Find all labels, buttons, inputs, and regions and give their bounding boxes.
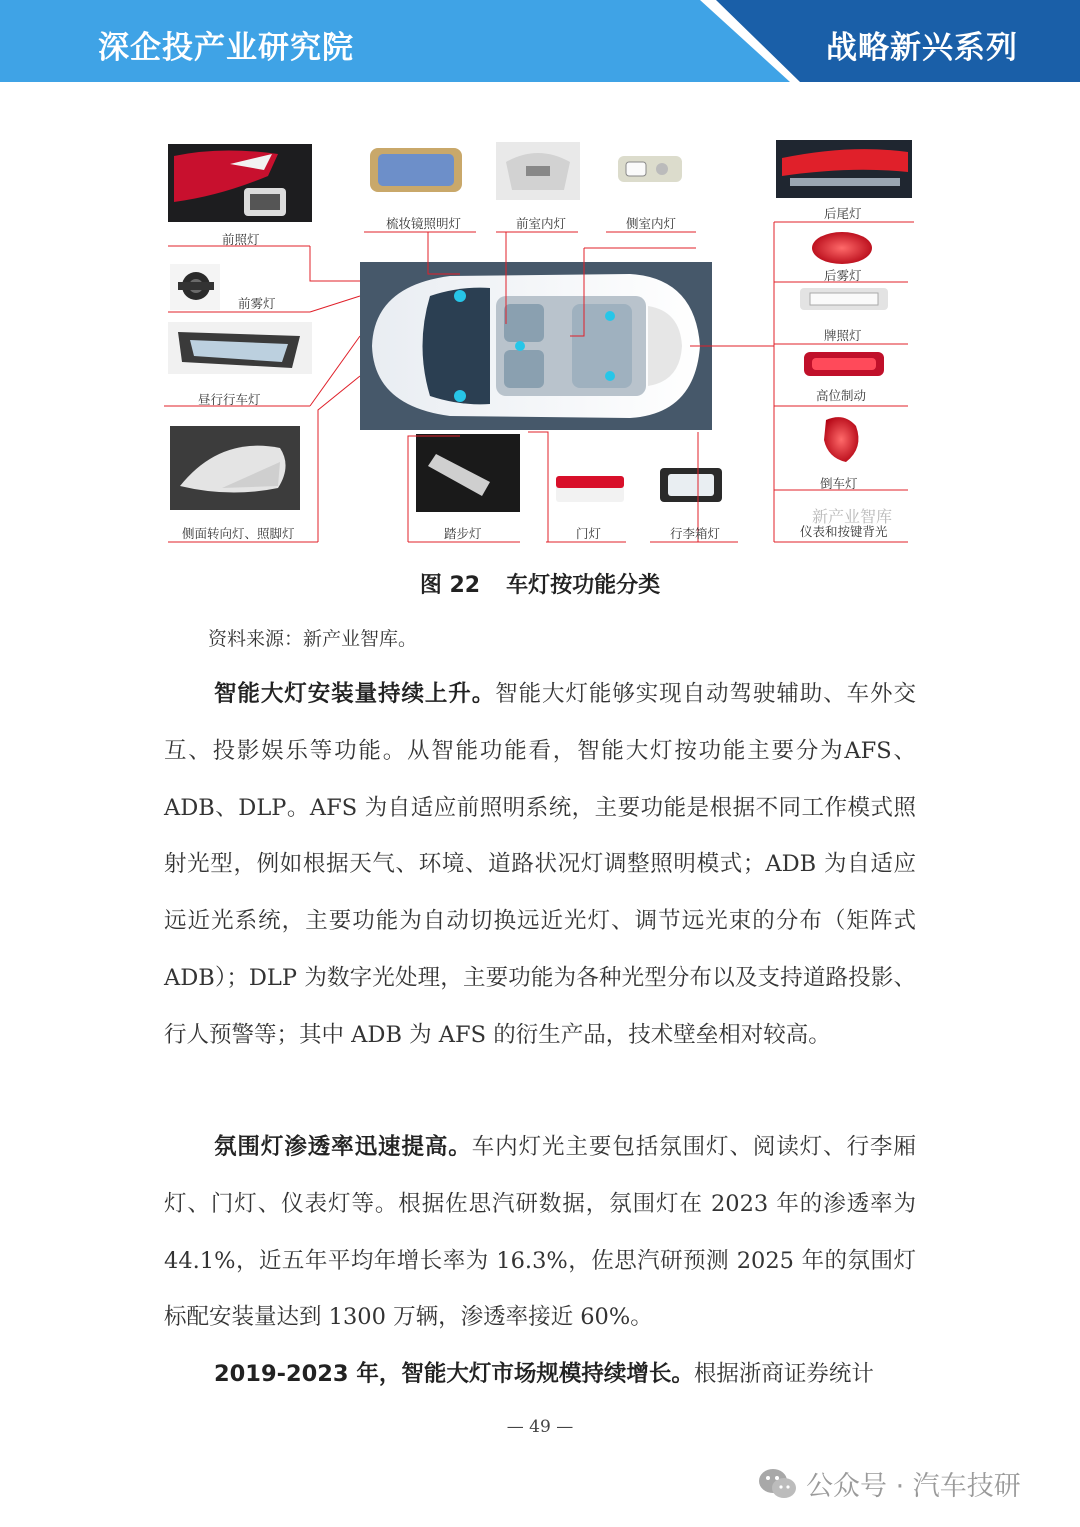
paragraph-2-body: 车内灯光主要包括氛围灯、阅读灯、行李厢灯、门灯、仪表灯等。根据佐思汽研数据，氛围灯在 2023 年的渗透率为 44.1%，近五年平均年增长率为 16.3%，佐思汽研预测 2025 年的氛围灯标配安装量达到 1300 万辆，渗透率接近 60%。 <box>164 1134 916 1331</box>
label-front-fog: 前雾灯 <box>238 296 276 311</box>
label-drl: 昼行行车灯 <box>198 392 261 407</box>
front-dome-image <box>496 142 580 200</box>
page-header <box>0 0 1080 82</box>
paragraph-1-heading: 智能大灯安装量持续上升。 <box>214 681 496 707</box>
car-light-diagram <box>160 136 920 548</box>
series-title: 战略新兴系列 <box>826 30 1018 66</box>
label-headlight: 前照灯 <box>222 232 260 247</box>
rear-tail-image <box>776 140 912 198</box>
figure-caption <box>0 568 1080 599</box>
vanity-lamp-image <box>370 148 462 192</box>
label-rear-fog: 后雾灯 <box>824 268 862 283</box>
plate-lamp-image <box>800 288 888 310</box>
label-side-turn: 侧面转向灯、照脚灯 <box>182 526 295 541</box>
label-step: 踏步灯 <box>444 526 482 541</box>
label-trunk: 行李箱灯 <box>670 526 721 541</box>
paragraph-3-body: 根据浙商证券统计 <box>693 1361 874 1387</box>
label-high-brake: 高位制动 <box>816 388 867 403</box>
drl-image <box>168 322 312 374</box>
paragraph-2-heading: 氛围灯渗透率迅速提高。 <box>214 1134 472 1160</box>
wechat-watermark <box>758 1464 1021 1503</box>
rear-fog-image <box>812 232 872 264</box>
watermark-text: 公众号 · 汽车技研 <box>806 1471 1021 1502</box>
reverse-lamp-image <box>824 417 858 462</box>
headlight-image <box>168 144 312 222</box>
label-front-dome: 前室内灯 <box>516 216 567 231</box>
label-dashboard: 仪表和按键背光 <box>800 524 888 539</box>
caption-number: 图 22 <box>419 573 481 598</box>
high-brake-image <box>804 352 884 376</box>
side-mirror-image <box>170 426 300 510</box>
paragraph-market-size <box>164 1346 916 1403</box>
diagram-watermark-logo: 新产业智库 <box>812 507 893 526</box>
label-door: 门灯 <box>576 526 602 541</box>
label-rear-tail: 后尾灯 <box>824 206 862 221</box>
side-dome-image <box>618 156 682 182</box>
paragraph-ambient-light <box>164 1119 916 1346</box>
label-plate: 牌照灯 <box>824 328 862 343</box>
label-vanity: 梳妆镜照明灯 <box>386 216 462 231</box>
car-top-view <box>360 262 712 430</box>
front-fog-image <box>170 264 220 310</box>
org-title: 深企投产业研究院 <box>98 30 354 66</box>
paragraph-1-body: 智能大灯能够实现自动驾驶辅助、车外交互、投影娱乐等功能。从智能功能看，智能大灯按功能主要分为AFS、ADB、DLP。AFS 为自适应前照明系统，主要功能是根据不同工作模式照射光型，例如根据天气、环境、道路状况灯调整照明模式；ADB 为自适应远近光系统，主要功能为自动切换远近光灯、调节远光束的分布（矩阵式 ADB）；DLP 为数字光处理，主要功能为各种光型分布以及支持道路投影、行人预警等；其中 ADB 为 AFS 的衍生产品，技术壁垒相对较高。 <box>164 681 916 1048</box>
caption-title: 车灯按功能分类 <box>506 573 661 598</box>
label-side-dome: 侧室内灯 <box>626 216 677 231</box>
diagram-graphics <box>160 136 920 548</box>
paragraph-smart-headlight <box>164 666 916 1064</box>
label-reverse: 倒车灯 <box>820 476 858 491</box>
page-number: — 49 — <box>506 1417 574 1437</box>
paragraph-3-heading: 2019-2023 年，智能大灯市场规模持续增长。 <box>214 1361 694 1387</box>
door-lamp-image <box>556 476 624 502</box>
trunk-lamp-image <box>660 468 722 502</box>
wechat-icon <box>758 1467 798 1501</box>
step-lamp-image <box>416 434 520 512</box>
figure-source: 资料来源：新产业智库。 <box>208 628 418 650</box>
